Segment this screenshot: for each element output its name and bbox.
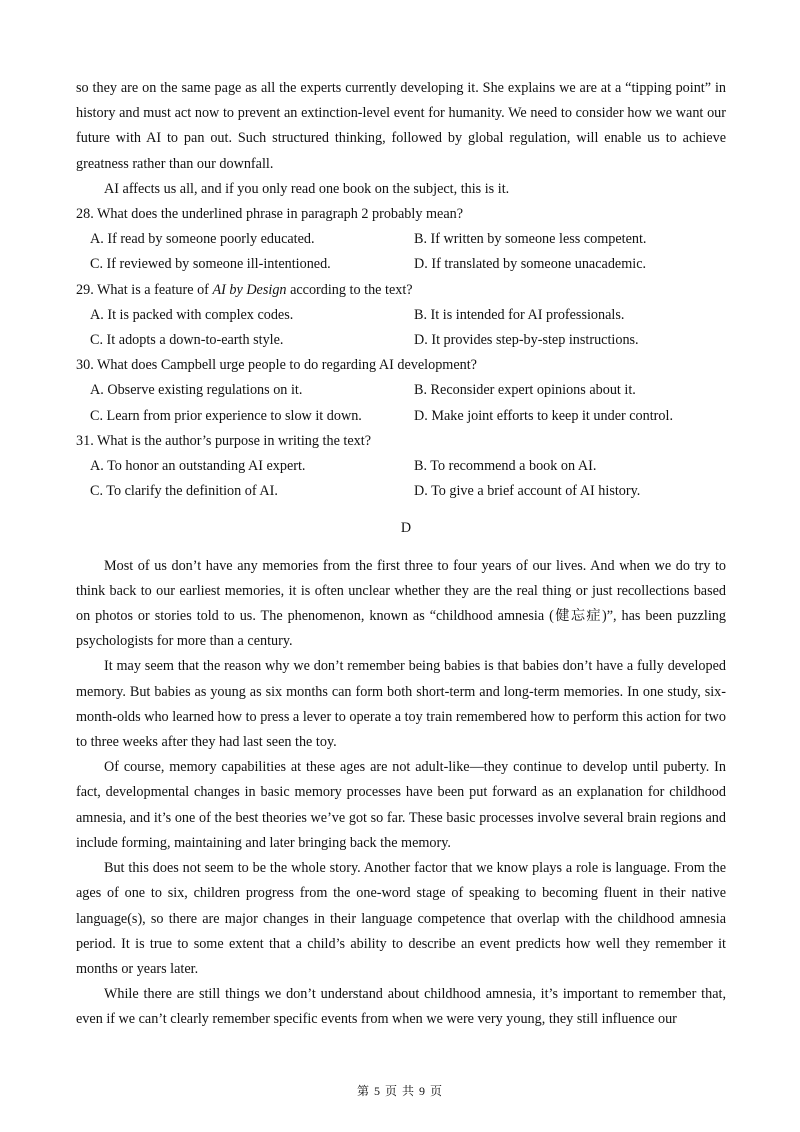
option-b: B. Reconsider expert opinions about it. [414, 382, 636, 399]
continued-paragraph: so they are on the same page as all the experts currently developing it. She explains we are at a “tipping point” in history and must act now to prevent an extinction-level event for humanity. We need to consider how we want our future with AI to pan out. Such structured thinking, followed by global regulation, will enable us to achieve greatness rather than our downfall. [76, 80, 726, 172]
option-c: C. To clarify the definition of AI. [90, 483, 278, 500]
question-28 [76, 202, 726, 278]
stem-text-before: 29. What is a feature of [76, 281, 213, 298]
option-d: D. It provides step-by-step instructions. [414, 332, 639, 349]
section-d-paragraph-4: But this does not seem to be the whole story. Another factor that we know plays a role is language. From the ages of one to six, children progress from the one-word stage of speaking to becoming fluent in their native language(s), so there are major changes in their language competence that overlap with the childhood amnesia period. It is true to some extent that a child’s ability to describe an event predicts how well they remember it months or years later. [76, 860, 726, 977]
option-d: D. If translated by someone unacademic. [414, 256, 647, 273]
option-c: C. It adopts a down-to-earth style. [90, 332, 284, 349]
book-title: AI by Design [212, 281, 287, 298]
question-30 [76, 353, 726, 429]
question-stem: 31. What is the author’s purpose in writing the text? [76, 432, 371, 449]
section-title: D [400, 520, 412, 537]
stem-text-after: according to the text? [286, 281, 413, 298]
option-a: A. It is packed with complex codes. [90, 306, 294, 323]
option-c: C. Learn from prior experience to slow it down. [90, 407, 362, 424]
options-grid [76, 303, 726, 353]
option-a: A. Observe existing regulations on it. [90, 382, 303, 399]
question-stem [76, 278, 726, 303]
option-a: A. To honor an outstanding AI expert. [90, 458, 306, 475]
closing-paragraph: AI affects us all, and if you only read one book on the subject, this is it. [104, 180, 510, 197]
option-a: A. If read by someone poorly educated. [90, 231, 315, 248]
section-d-paragraph-1: Most of us don’t have any memories from the first three to four years of our lives. And when we do try to think back to our earliest memories, it is often unclear whether they are the real thing or just recollections based on photos or stories told to us. The phenomenon, known as “childhood amnesia (健忘症)”, has been puzzling psychologists for more than a century. [76, 557, 726, 650]
options-grid [76, 454, 726, 504]
section-d-paragraph-2: It may seem that the reason why we don’t remember being babies is that babies don’t have a fully developed memory. But babies as young as six months can form both short-term and long-term memories. In one study, six-month-olds who learned how to press a lever to operate a toy train remembered how to perform this action for two to three weeks after they had last seen the toy. [76, 658, 726, 751]
option-b: B. To recommend a book on AI. [414, 458, 597, 475]
option-b: B. If written by someone less competent. [414, 231, 647, 248]
option-d: D. Make joint efforts to keep it under control. [414, 407, 673, 424]
page-number-footer: 第 5 页 共 9 页 [356, 1084, 443, 1098]
option-d: D. To give a brief account of AI history. [414, 483, 641, 500]
question-29 [76, 278, 726, 354]
option-c: C. If reviewed by someone ill-intentioned. [90, 256, 331, 273]
options-grid [76, 378, 726, 428]
section-d-paragraph-3: Of course, memory capabilities at these ages are not adult-like—they continue to develop until puberty. In fact, developmental changes in basic memory processes have been put forward as an explanation for childhood amnesia, and it’s one of the best theories we’ve got so far. These basic processes involve several brain regions and include forming, maintaining and later bringing back the memory. [76, 759, 726, 851]
question-31 [76, 429, 726, 505]
question-stem: 28. What does the underlined phrase in paragraph 2 probably mean? [76, 206, 464, 223]
section-d-paragraph-5: While there are still things we don’t understand about childhood amnesia, it’s important to remember that, even if we can’t clearly remember specific events from when we were very young, they still influence our [76, 986, 726, 1028]
exam-page [76, 76, 726, 1033]
options-grid [76, 227, 726, 277]
option-b: B. It is intended for AI professionals. [414, 306, 625, 323]
question-stem: 30. What does Campbell urge people to do regarding AI development? [76, 357, 477, 374]
